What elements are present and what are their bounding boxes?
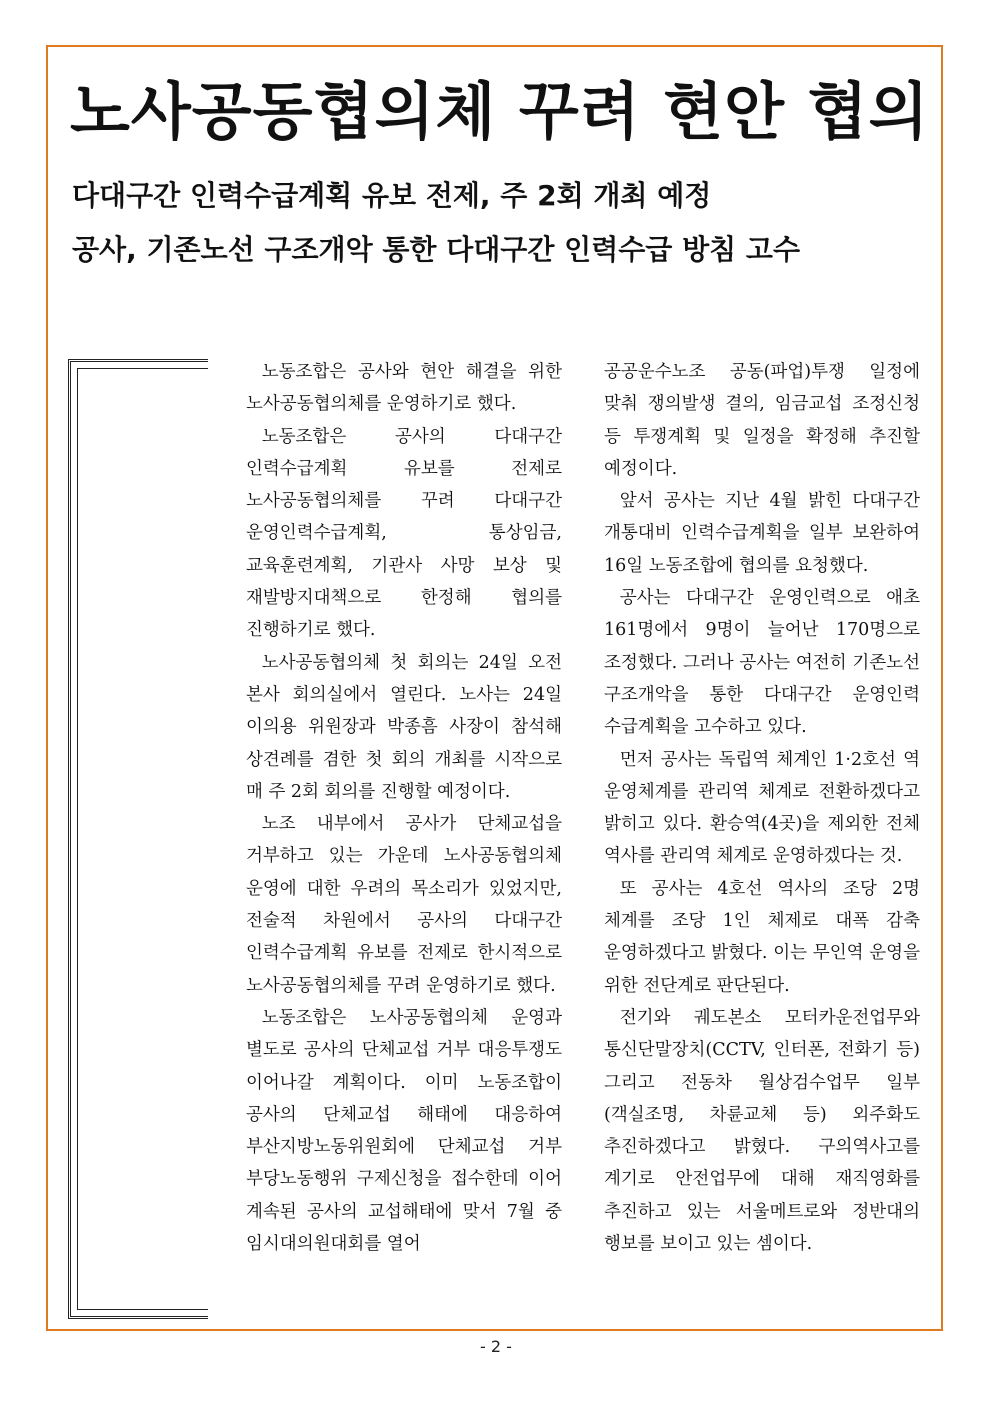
paragraph: 전기와 궤도본소 모터카운전업무와 통신단말장치(CCTV, 인터폰, 전화기 등) 그리고 전동차 월상검수업무 일부(객실조명, 차륜교체 등) 외주화도 추진하겠다고 밝혔다. 구의역사고를 계기로 안전업무에 대해 재직영화를 추진하고 있는 서울메트로와 정반대의 행보를 보이고 있는 셈이다. [604,1007,920,1255]
paragraph: 노동조합은 노사공동협의체 운영과 별도로 공사의 단체교섭 거부 대응투쟁도 이어나갈 계획이다. 이미 노동조합이 공사의 단체교섭 해태에 대응하여 부산지방노동위원회에 단체교섭 거부 부당노동행위 구제신청을 접수한데 이어 계속된 공사의 교섭해태에 맞서 7월 중 임시대의원대회를 열어 [246,1007,562,1255]
paragraph: 노동조합은 공사의 다대구간 인력수급계획 유보를 전제로 노사공동협의체를 꾸려 다대구간 운영인력수급계획, 통상임금, 교육훈련계획, 기관사 사망 보상 및 재발방지대책으로 한정해 협의를 진행하기로 했다. [246,426,562,641]
subhead-1: 다대구간 인력수급계획 유보 전제, 주 2회 개최 예정 [72,179,712,212]
paragraph: 먼저 공사는 독립역 체계인 1·2호선 역 운영체계를 관리역 체계로 전환하겠다고 밝히고 있다. 환승역(4곳)을 제외한 전체 역사를 관리역 체계로 운영하겠다는 것. [604,749,920,867]
headline: 노사공동협의체 꾸려 현안 협의 [70,75,930,148]
paragraph: 노사공동협의체 첫 회의는 24일 오전 본사 회의실에서 열린다. 노사는 24일 이의용 위원장과 박종흠 사장이 참석해 상견례를 겸한 첫 회의 개최를 시작으로 매 주 2회 회의를 진행할 예정이다. [246,652,562,802]
paragraph: 노조 내부에서 공사가 단체교섭을 거부하고 있는 가운데 노사공동협의체 운영에 대한 우려의 목소리가 있었지만, 전술적 차원에서 공사의 다대구간 인력수급계획 유보를 전제로 한시적으로 노사공동협의체를 꾸려 운영하기로 했다. [246,814,562,996]
article-column-left [246,356,562,1260]
subhead-2: 공사, 기존노선 구조개악 통한 다대구간 인력수급 방침 고수 [72,233,801,266]
page-number: - 2 - [480,1337,512,1356]
paragraph: 앞서 공사는 지난 4월 밝힌 다대구간 개통대비 인력수급계획을 일부 보완하여 16일 노동조합에 협의를 요청했다. [604,491,920,576]
decorative-bracket [68,359,208,1319]
paragraph: 또 공사는 4호선 역사의 조당 2명 체계를 조당 1인 체제로 대폭 감축 운영하겠다고 밝혔다. 이는 무인역 운영을 위한 전단계로 판단된다. [604,878,920,996]
paragraph-continued: 공공운수노조 공동(파업)투쟁 일정에 맞춰 쟁의발생 결의, 임금교섭 조정신청 등 투쟁계획 및 일정을 확정해 추진할 예정이다. [604,362,920,479]
paragraph: 공사는 다대구간 운영인력으로 애초 161명에서 9명이 늘어난 170명으로 조정했다. 그러나 공사는 여전히 기존노선 구조개악을 통한 다대구간 운영인력 수급계획을 고수하고 있다. [604,588,920,738]
article-column-right [604,356,920,1260]
paragraph: 노동조합은 공사와 현안 해결을 위한 노사공동협의체를 운영하기로 했다. [246,362,562,415]
